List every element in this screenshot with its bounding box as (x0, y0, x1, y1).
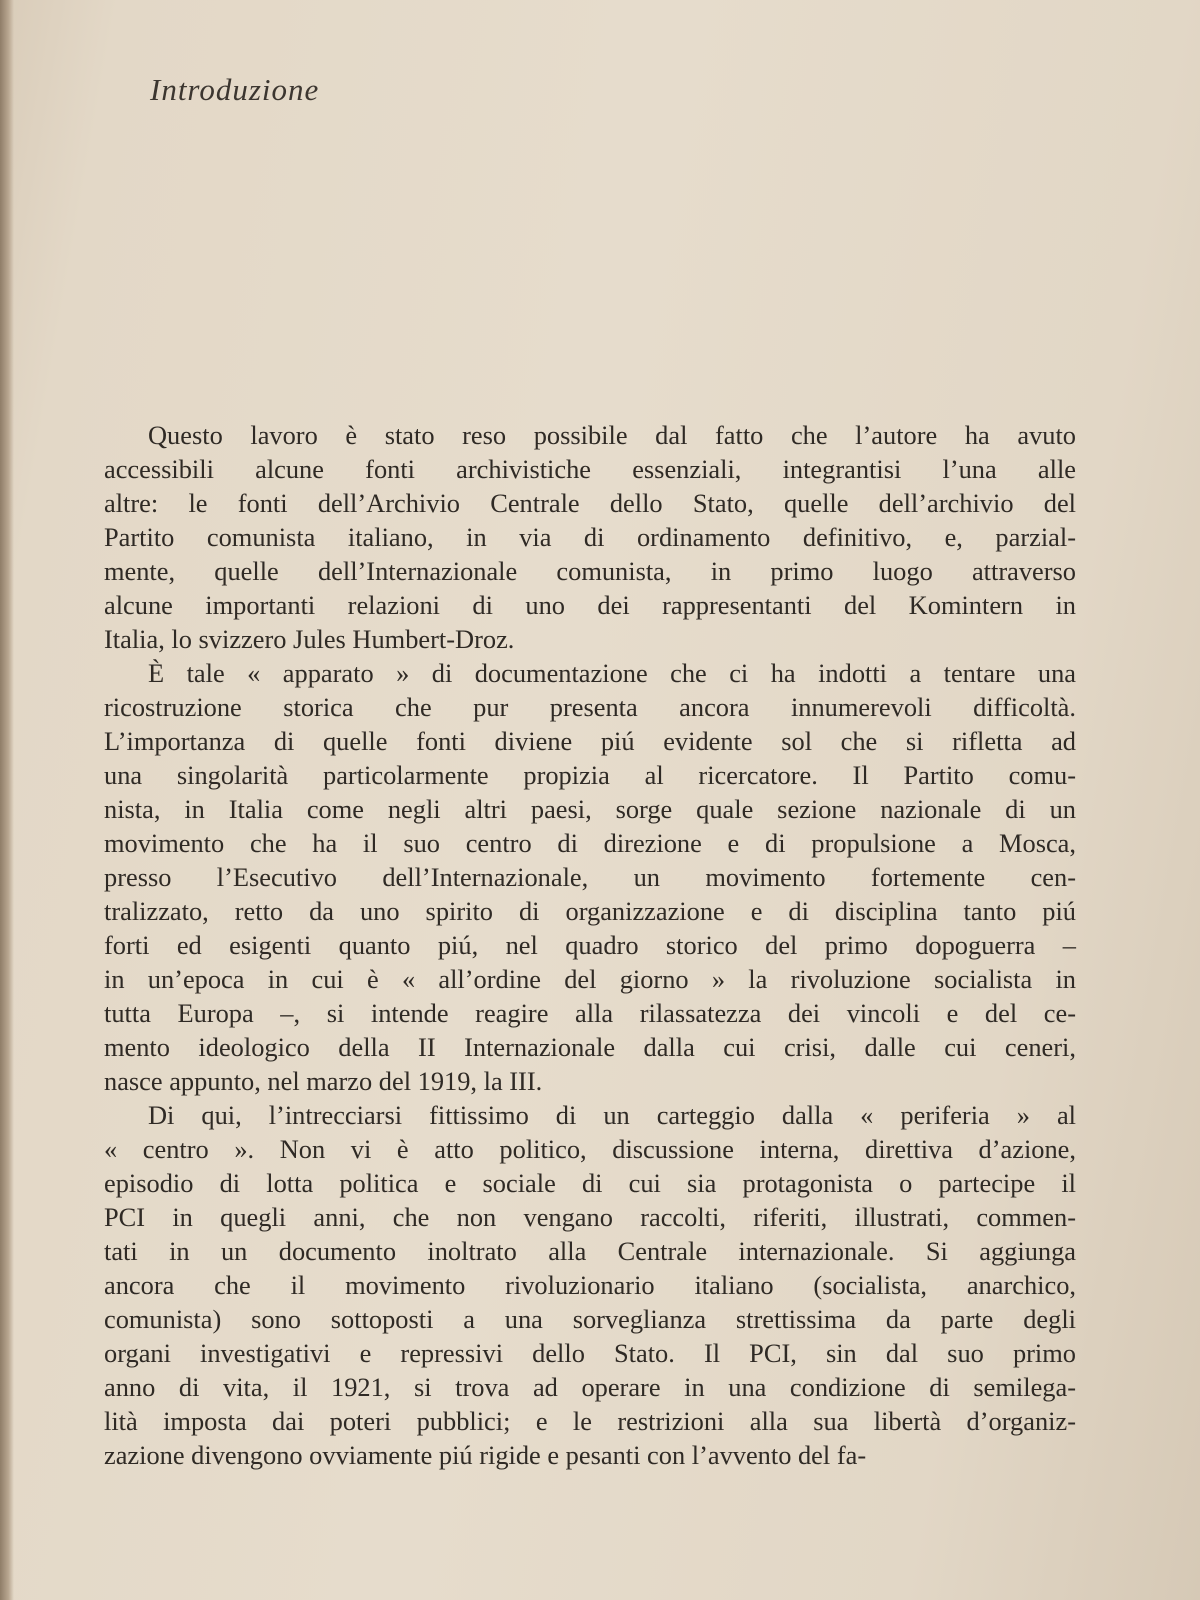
text-line: una singolarità particolarmente propizia al ricercatore. Il Partito comu- (104, 760, 1076, 790)
text-line: Italia, lo svizzero Jules Humbert-Droz. (104, 624, 515, 654)
page-gutter-shadow (0, 0, 14, 1600)
text-line: mente, quelle dell’Internazionale comunista, in primo luogo attraverso (104, 556, 1076, 586)
text-line: altre: le fonti dell’Archivio Centrale dello Stato, quelle dell’archivio del (104, 488, 1076, 518)
text-line: tutta Europa –, si intende reagire alla rilassatezza dei vincoli e del ce- (104, 998, 1076, 1028)
text-line: episodio di lotta politica e sociale di cui sia protagonista o partecipe il (104, 1168, 1076, 1198)
paragraph (104, 418, 1076, 656)
text-line: anno di vita, il 1921, si trova ad operare in una condizione di semilega- (104, 1372, 1076, 1402)
text-line: tralizzato, retto da uno spirito di organizzazione e di disciplina tanto piú (104, 896, 1076, 926)
text-line: Di qui, l’intrecciarsi fittissimo di un carteggio dalla « periferia » al (148, 1100, 1076, 1130)
text-line: presso l’Esecutivo dell’Internazionale, un movimento fortemente cen- (104, 862, 1076, 892)
text-line: mento ideologico della II Internazionale dalla cui crisi, dalle cui ceneri, (104, 1032, 1076, 1062)
text-line: « centro ». Non vi è atto politico, discussione interna, direttiva d’azione, (104, 1134, 1076, 1164)
text-line: lità imposta dai poteri pubblici; e le restrizioni alla sua libertà d’organiz- (104, 1406, 1076, 1436)
body-text (104, 418, 1076, 1472)
text-line: alcune importanti relazioni di uno dei rappresentanti del Komintern in (104, 590, 1076, 620)
text-line: tati in un documento inoltrato alla Centrale internazionale. Si aggiunga (104, 1236, 1076, 1266)
text-line: in un’epoca in cui è « all’ordine del giorno » la rivoluzione socialista in (104, 964, 1076, 994)
text-line: nasce appunto, nel marzo del 1919, la III. (104, 1066, 543, 1096)
text-line: Questo lavoro è stato reso possibile dal fatto che l’autore ha avuto (148, 420, 1076, 450)
text-line: PCI in quegli anni, che non vengano raccolti, riferiti, illustrati, commen- (104, 1202, 1076, 1232)
text-line: movimento che ha il suo centro di direzione e di propulsione a Mosca, (104, 828, 1076, 858)
paragraph (104, 1098, 1076, 1472)
text-line: organi investigativi e repressivi dello Stato. Il PCI, sin dal suo primo (104, 1338, 1076, 1368)
text-line: È tale « apparato » di documentazione che ci ha indotti a tentare una (148, 658, 1076, 688)
text-line: ricostruzione storica che pur presenta ancora innumerevoli difficoltà. (104, 692, 1076, 722)
text-line: Partito comunista italiano, in via di ordinamento definitivo, e, parzial- (104, 522, 1076, 552)
text-line: forti ed esigenti quanto piú, nel quadro storico del primo dopoguerra – (104, 930, 1076, 960)
text-line: L’importanza di quelle fonti diviene piú evidente sol che si rifletta ad (104, 726, 1076, 756)
text-line: accessibili alcune fonti archivistiche essenziali, integrantisi l’una alle (104, 454, 1076, 484)
text-line: zazione divengono ovviamente piú rigide e pesanti con l’avvento del fa- (104, 1440, 867, 1470)
paragraph (104, 656, 1076, 1098)
text-line: nista, in Italia come negli altri paesi, sorge quale sezione nazionale di un (104, 794, 1076, 824)
running-head: Introduzione (150, 72, 320, 107)
text-line: ancora che il movimento rivoluzionario italiano (socialista, anarchico, (104, 1270, 1076, 1300)
text-line: comunista) sono sottoposti a una sorveglianza strettissima da parte degli (104, 1304, 1076, 1334)
